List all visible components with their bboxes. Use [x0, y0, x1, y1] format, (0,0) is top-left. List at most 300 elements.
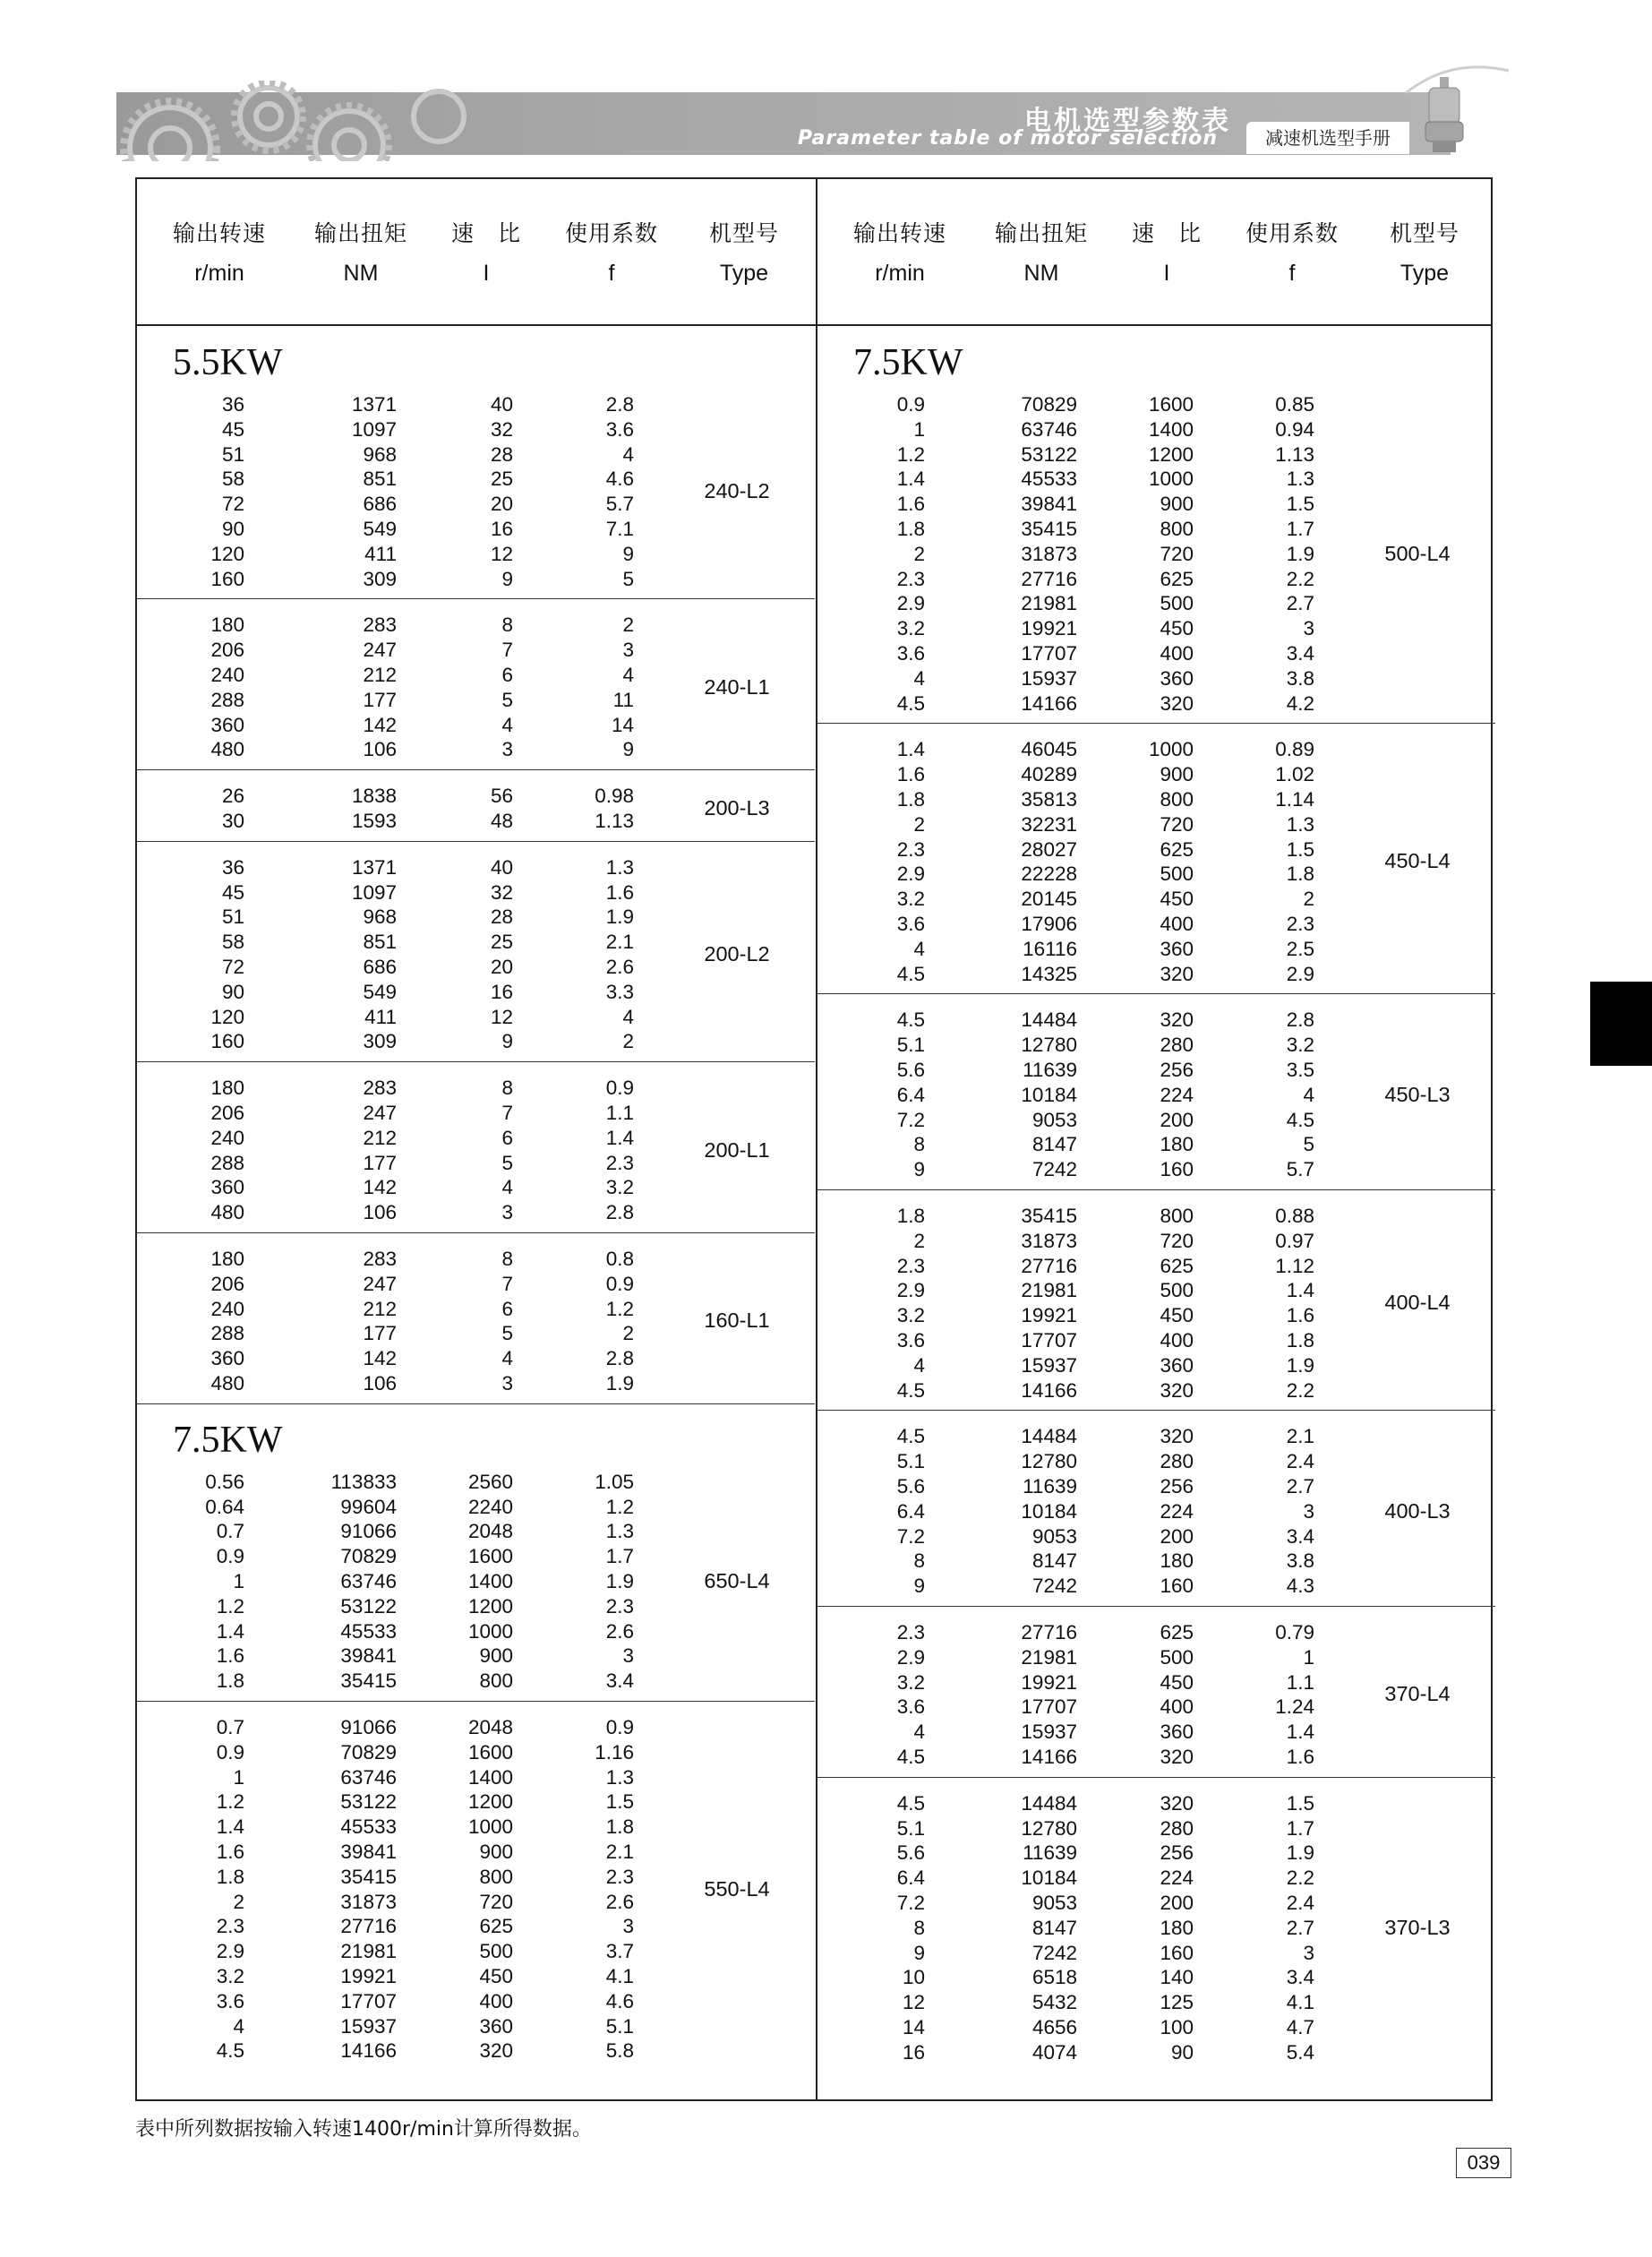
torque-cell: 212: [363, 1126, 397, 1149]
torque-cell: 35415: [1021, 518, 1077, 540]
column-header: [415, 213, 558, 294]
ratio-cell: 360: [1160, 666, 1194, 690]
factor-cell: 0.79: [1275, 1621, 1314, 1643]
torque-cell: 106: [363, 1201, 397, 1224]
ratio-cell: 800: [1160, 788, 1194, 811]
speed-cell: 7.2: [896, 1524, 925, 1548]
ratio-cell: 224: [1160, 1083, 1194, 1106]
table-row: [817, 1791, 1495, 1816]
table-row: [817, 1841, 1495, 1866]
table-row: [137, 1914, 815, 1939]
table-row: [817, 1620, 1495, 1645]
factor-cell: 2.3: [1286, 913, 1314, 935]
torque-cell: 11639: [1023, 1059, 1077, 1081]
speed-cell: 12: [902, 1991, 925, 2014]
ratio-cell: 400: [1160, 642, 1194, 665]
speed-cell: 14: [902, 2016, 925, 2038]
speed-cell: 8: [913, 1916, 925, 1939]
torque-cell: 28027: [1021, 837, 1077, 861]
speed-cell: 3.2: [896, 617, 925, 640]
speed-cell: 0.64: [205, 1495, 244, 1518]
column-header-en: NM: [343, 261, 379, 286]
speed-cell: 9: [913, 1941, 925, 1964]
column-header-cn: 速 比: [450, 220, 521, 246]
speed-cell: 4: [913, 937, 925, 960]
group-separator: [817, 1410, 1495, 1411]
manual-label: 减速机选型手册: [1246, 122, 1409, 154]
torque-cell: 53122: [340, 1790, 397, 1814]
speed-cell: 0.9: [216, 1740, 244, 1764]
table-row: [817, 2015, 1495, 2040]
table-row: [137, 1346, 815, 1371]
speed-cell: 6.4: [896, 1867, 925, 1890]
column-header-cn: 使用系数: [1245, 220, 1339, 246]
ratio-cell: 160: [1160, 1158, 1194, 1181]
ratio-cell: 25: [490, 931, 513, 954]
factor-cell: 1.5: [1286, 493, 1314, 516]
torque-cell: 4656: [1031, 2016, 1077, 2038]
speed-cell: 45: [221, 417, 244, 441]
ratio-cell: 2560: [467, 1470, 513, 1493]
table-row: [137, 1619, 815, 1644]
speed-cell: 1.4: [216, 1815, 244, 1839]
ratio-cell: 1400: [467, 1765, 513, 1789]
factor-cell: 3: [622, 1915, 634, 1938]
factor-cell: 1.7: [1286, 1816, 1314, 1840]
ratio-cell: 320: [1160, 1425, 1194, 1448]
torque-cell: 17707: [1021, 1329, 1077, 1352]
speed-cell: 206: [210, 639, 244, 662]
torque-cell: 21981: [1021, 1645, 1077, 1669]
factor-cell: 1.9: [605, 1372, 634, 1395]
speed-cell: 2.3: [896, 1621, 925, 1643]
column-header-en: I: [483, 261, 490, 286]
torque-cell: 31873: [1021, 542, 1077, 565]
ratio-cell: 450: [1160, 888, 1194, 911]
torque-cell: 851: [363, 931, 397, 954]
factor-cell: 3.8: [1286, 666, 1314, 690]
factor-cell: 2: [622, 1030, 634, 1053]
torque-cell: 12780: [1021, 1450, 1077, 1473]
column-header: [672, 213, 816, 294]
torque-cell: 9053: [1031, 1108, 1077, 1131]
ratio-cell: 20: [490, 956, 513, 978]
table-row: [817, 1720, 1495, 1745]
ratio-cell: 900: [1160, 763, 1194, 786]
column-header-en: Type: [1399, 261, 1450, 286]
factor-cell: 0.85: [1275, 393, 1314, 416]
factor-cell: 1.3: [605, 855, 634, 879]
ratio-cell: 28: [490, 442, 513, 466]
table-row: [817, 1645, 1495, 1670]
column-header-cn: 输出转速: [172, 220, 266, 246]
speed-cell: 1: [233, 1765, 244, 1789]
torque-cell: 14484: [1021, 1008, 1077, 1032]
ratio-cell: 400: [1160, 1695, 1194, 1719]
speed-cell: 2: [913, 812, 925, 836]
torque-cell: 10184: [1021, 1499, 1077, 1523]
right-table-column: [817, 179, 1495, 2099]
ratio-cell: 7: [501, 1272, 513, 1295]
speed-cell: 4: [913, 666, 925, 690]
factor-cell: 1.8: [1286, 862, 1314, 886]
ratio-cell: 9: [501, 567, 513, 590]
table-row: [817, 1474, 1495, 1499]
speed-cell: 1.4: [216, 1619, 244, 1643]
factor-cell: 3.8: [1286, 1549, 1314, 1573]
speed-cell: 2.9: [896, 592, 925, 615]
factor-cell: 5: [1303, 1133, 1314, 1156]
table-row: [817, 1204, 1495, 1229]
table-row: [137, 567, 815, 592]
torque-cell: 1838: [351, 785, 397, 808]
group-separator: [137, 769, 815, 770]
factor-cell: 2.8: [1286, 1008, 1314, 1032]
table-row: [817, 912, 1495, 937]
ratio-cell: 280: [1160, 1034, 1194, 1057]
speed-cell: 5.6: [896, 1059, 925, 1081]
torque-cell: 1097: [351, 417, 397, 441]
factor-cell: 1.9: [1286, 542, 1314, 565]
table-row: [137, 517, 815, 542]
torque-cell: 4074: [1031, 2040, 1077, 2064]
speed-cell: 3.2: [896, 1304, 925, 1327]
group-separator: [137, 1232, 815, 1233]
factor-cell: 0.8: [605, 1248, 634, 1270]
column-header-cn: 机型号: [708, 220, 779, 246]
table-row: [817, 1132, 1495, 1157]
torque-cell: 31873: [1021, 1229, 1077, 1252]
factor-cell: 1.4: [605, 1126, 634, 1149]
speed-cell: 1.6: [896, 763, 925, 786]
table-row: [137, 1247, 815, 1272]
table-row: [817, 787, 1495, 812]
factor-cell: 1.12: [1275, 1254, 1314, 1277]
ratio-cell: 224: [1160, 1499, 1194, 1523]
column-header-en: r/min: [875, 261, 925, 286]
torque-cell: 19921: [1021, 1670, 1077, 1694]
speed-cell: 0.56: [205, 1470, 244, 1493]
torque-cell: 686: [363, 493, 397, 516]
torque-cell: 411: [364, 542, 397, 565]
ratio-cell: 1000: [467, 1815, 513, 1839]
ratio-cell: 32: [490, 880, 513, 904]
speed-cell: 3.6: [896, 913, 925, 935]
ratio-cell: 12: [490, 1005, 513, 1028]
speed-cell: 240: [210, 1297, 244, 1320]
speed-cell: 1.8: [896, 788, 925, 811]
speed-cell: 0.7: [216, 1716, 244, 1738]
torque-cell: 177: [363, 688, 397, 711]
speed-cell: 4.5: [896, 1791, 925, 1815]
ratio-cell: 256: [1160, 1059, 1194, 1081]
torque-cell: 549: [363, 518, 397, 540]
table-row: [817, 2040, 1495, 2065]
torque-cell: 63746: [340, 1765, 397, 1789]
type-cell: 200-L3: [704, 796, 770, 820]
table-row: [137, 1715, 815, 1740]
speed-cell: 2: [913, 542, 925, 565]
factor-cell: 0.88: [1275, 1205, 1314, 1227]
speed-cell: 2.9: [896, 1645, 925, 1669]
torque-cell: 27716: [340, 1915, 397, 1938]
column-header-en: Type: [719, 261, 769, 286]
factor-cell: 2.4: [1286, 1892, 1314, 1914]
torque-cell: 14484: [1021, 1791, 1077, 1815]
torque-cell: 17707: [1021, 1695, 1077, 1719]
ratio-cell: 320: [1160, 1378, 1194, 1402]
factor-cell: 5.7: [1286, 1158, 1314, 1181]
table-row: [137, 392, 815, 417]
table-row: [817, 591, 1495, 616]
table-row: [137, 1495, 815, 1520]
speed-cell: 6.4: [896, 1499, 925, 1523]
factor-cell: 1.4: [1286, 1279, 1314, 1302]
ratio-cell: 8: [501, 1077, 513, 1100]
ratio-cell: 180: [1160, 1549, 1194, 1573]
group-separator: [817, 993, 1495, 994]
speed-cell: 58: [221, 931, 244, 954]
speed-cell: 5.1: [896, 1450, 925, 1473]
torque-cell: 35415: [340, 1669, 397, 1693]
speed-cell: 1.8: [216, 1669, 244, 1693]
ratio-cell: 1000: [1148, 738, 1194, 761]
ratio-cell: 6: [501, 1126, 513, 1149]
column-header: [289, 213, 432, 294]
ratio-cell: 28: [490, 905, 513, 929]
ratio-cell: 625: [479, 1915, 513, 1938]
table-row: [137, 905, 815, 930]
factor-cell: 1.05: [595, 1470, 634, 1493]
torque-cell: 106: [363, 738, 397, 761]
table-row: [817, 392, 1495, 417]
ratio-cell: 1200: [467, 1594, 513, 1618]
torque-cell: 11639: [1023, 1475, 1077, 1498]
factor-cell: 2.7: [1286, 592, 1314, 615]
speed-cell: 480: [210, 1201, 244, 1224]
table-row: [817, 1229, 1495, 1254]
ratio-cell: 320: [1160, 1008, 1194, 1032]
torque-cell: 106: [363, 1372, 397, 1395]
speed-cell: 9: [913, 1158, 925, 1181]
column-header-cn: 输出扭矩: [313, 220, 407, 246]
group-separator: [137, 1403, 815, 1404]
torque-cell: 17707: [1021, 642, 1077, 665]
factor-cell: 1.5: [1286, 1791, 1314, 1815]
speed-cell: 1: [913, 417, 925, 441]
ratio-cell: 500: [1160, 1279, 1194, 1302]
speed-cell: 4.5: [896, 691, 925, 715]
power-rating: 7.5KW: [853, 342, 963, 383]
factor-cell: 1.1: [1286, 1670, 1314, 1694]
table-row: [137, 1789, 815, 1815]
factor-cell: 5: [622, 567, 634, 590]
ratio-cell: 20: [490, 493, 513, 516]
ratio-cell: 1400: [467, 1570, 513, 1592]
speed-cell: 1.4: [896, 468, 925, 491]
speed-cell: 206: [210, 1102, 244, 1124]
torque-cell: 19921: [1021, 617, 1077, 640]
speed-cell: 8: [913, 1549, 925, 1573]
factor-cell: 14: [611, 713, 634, 736]
factor-cell: 5.7: [605, 493, 634, 516]
factor-cell: 4.6: [605, 468, 634, 491]
ratio-cell: 900: [1160, 493, 1194, 516]
ratio-cell: 200: [1160, 1524, 1194, 1548]
factor-cell: 0.98: [595, 785, 634, 808]
factor-cell: 1.24: [1275, 1695, 1314, 1719]
ratio-cell: 224: [1160, 1867, 1194, 1890]
speed-cell: 4.5: [896, 1378, 925, 1402]
torque-cell: 21981: [1021, 1279, 1077, 1302]
type-cell: 240-L2: [704, 479, 770, 503]
table-row: [137, 613, 815, 638]
torque-cell: 411: [364, 1005, 397, 1028]
torque-cell: 8147: [1031, 1916, 1077, 1939]
ratio-cell: 720: [1160, 1229, 1194, 1252]
factor-cell: 2.2: [1286, 1867, 1314, 1890]
torque-cell: 1097: [351, 880, 397, 904]
torque-cell: 10184: [1021, 1867, 1077, 1890]
table-row: [137, 417, 815, 442]
column-header: [970, 213, 1113, 294]
factor-cell: 0.9: [605, 1272, 634, 1295]
ratio-cell: 450: [1160, 1304, 1194, 1327]
speed-cell: 1.6: [216, 1644, 244, 1668]
ratio-cell: 720: [1160, 542, 1194, 565]
torque-cell: 549: [363, 980, 397, 1003]
torque-cell: 53122: [1021, 442, 1077, 466]
type-cell: 370-L3: [1384, 1915, 1451, 1939]
speed-cell: 180: [210, 614, 244, 637]
speed-cell: 4: [913, 1721, 925, 1744]
table-row: [817, 1058, 1495, 1083]
torque-cell: 177: [363, 1322, 397, 1345]
ratio-cell: 8: [501, 1248, 513, 1270]
factor-cell: 1.4: [1286, 1721, 1314, 1744]
factor-cell: 1.6: [1286, 1304, 1314, 1327]
speed-cell: 180: [210, 1077, 244, 1100]
table-row: [817, 492, 1495, 517]
speed-cell: 2.9: [896, 1279, 925, 1302]
speed-cell: 2.3: [896, 837, 925, 861]
speed-cell: 1.6: [216, 1841, 244, 1863]
table-row: [817, 1990, 1495, 2015]
table-row: [137, 2014, 815, 2039]
torque-cell: 1371: [351, 855, 397, 879]
column-header-en: NM: [1023, 261, 1059, 286]
ratio-cell: 625: [1160, 1254, 1194, 1277]
ratio-cell: 1400: [1148, 417, 1194, 441]
ratio-cell: 800: [1160, 1205, 1194, 1227]
factor-cell: 3: [1303, 617, 1314, 640]
torque-cell: 99604: [340, 1495, 397, 1518]
factor-cell: 5.1: [605, 2014, 634, 2038]
ratio-cell: 16: [490, 980, 513, 1003]
factor-cell: 2.1: [605, 1841, 634, 1863]
table-row: [137, 1005, 815, 1030]
column-header: [148, 213, 291, 294]
factor-cell: 1.9: [605, 905, 634, 929]
torque-cell: 70829: [1021, 393, 1077, 416]
factor-cell: 1.3: [1286, 468, 1314, 491]
table-row: [137, 1964, 815, 1989]
table-row: [137, 2038, 815, 2064]
factor-cell: 1.9: [1286, 1841, 1314, 1865]
factor-cell: 0.9: [605, 1716, 634, 1738]
column-header-cn: 速 比: [1131, 220, 1202, 246]
speed-cell: 5.6: [896, 1475, 925, 1498]
table-row: [817, 1033, 1495, 1058]
ratio-cell: 1000: [467, 1619, 513, 1643]
gear-decoration-icon: [116, 81, 492, 161]
section-tab: [1590, 982, 1652, 1066]
table-row: [817, 442, 1495, 468]
speed-cell: 5.1: [896, 1816, 925, 1840]
factor-cell: 4.6: [605, 1989, 634, 2012]
ratio-cell: 200: [1160, 1108, 1194, 1131]
factor-cell: 4.5: [1286, 1108, 1314, 1131]
factor-cell: 3: [1303, 1499, 1314, 1523]
ratio-cell: 12: [490, 542, 513, 565]
factor-cell: 1.7: [1286, 518, 1314, 540]
ratio-cell: 320: [1160, 1746, 1194, 1768]
speed-cell: 480: [210, 738, 244, 761]
column-header: [1220, 213, 1364, 294]
torque-cell: 212: [363, 1297, 397, 1320]
speed-cell: 90: [221, 980, 244, 1003]
table-row: [137, 1840, 815, 1865]
factor-cell: 1.2: [605, 1297, 634, 1320]
factor-cell: 2.7: [1286, 1475, 1314, 1498]
page-title-en: Parameter table of motor selection: [797, 127, 1218, 150]
torque-cell: 686: [363, 956, 397, 978]
table-row: [817, 517, 1495, 542]
torque-cell: 142: [363, 1176, 397, 1199]
table-row: [817, 1328, 1495, 1353]
table-row: [137, 1815, 815, 1840]
torque-cell: 63746: [1021, 417, 1077, 441]
speed-cell: 5.6: [896, 1841, 925, 1865]
factor-cell: 4: [622, 664, 634, 686]
torque-cell: 7242: [1031, 1158, 1077, 1181]
power-rating: 5.5KW: [173, 342, 283, 383]
torque-cell: 15937: [1021, 1353, 1077, 1377]
table-row: [817, 1866, 1495, 1891]
table-row: [137, 1101, 815, 1126]
ratio-cell: 280: [1160, 1450, 1194, 1473]
factor-cell: 2.3: [605, 1151, 634, 1174]
table-row: [137, 1175, 815, 1200]
column-header-cn: 使用系数: [564, 220, 658, 246]
torque-cell: 113833: [330, 1470, 397, 1493]
speed-cell: 288: [210, 688, 244, 711]
torque-cell: 19921: [1021, 1304, 1077, 1327]
ratio-cell: 625: [1160, 1621, 1194, 1643]
table-row: [817, 1816, 1495, 1841]
gear-motor-icon: [1397, 57, 1513, 156]
factor-cell: 1.3: [605, 1520, 634, 1543]
factor-cell: 2.3: [605, 1594, 634, 1618]
speed-cell: 90: [221, 518, 244, 540]
factor-cell: 2.5: [1286, 937, 1314, 960]
torque-cell: 15937: [1021, 666, 1077, 690]
factor-cell: 0.9: [605, 1077, 634, 1100]
table-row: [817, 937, 1495, 962]
speed-cell: 4.5: [896, 1746, 925, 1768]
ratio-cell: 360: [479, 2014, 513, 2038]
factor-cell: 2.6: [605, 956, 634, 978]
